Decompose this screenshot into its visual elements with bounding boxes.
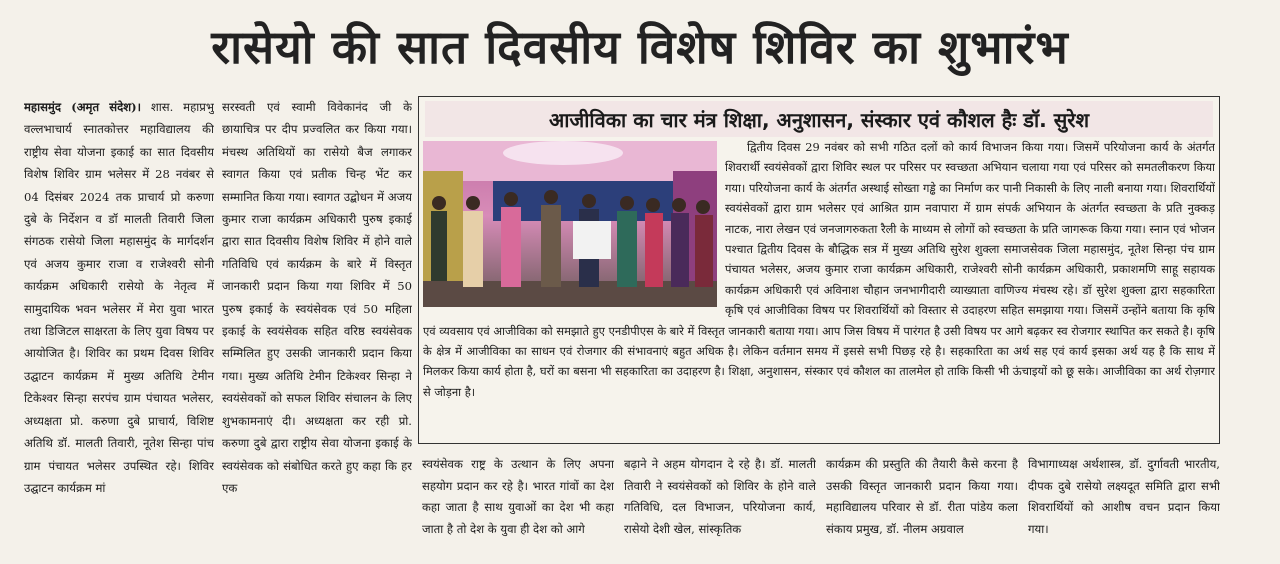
bottom-column-2 bbox=[624, 454, 816, 558]
bottom-column-4-text: विभागाध्यक्ष अर्थशास्त्र, डॉ. दुर्गावती भारतीय, दीपक दुबे रासेयो लक्ष्यदूत समिति द्वारा सभी शिवरार्थियों को आशीष वचन प्रदान किया गया। bbox=[1028, 457, 1220, 536]
headline: रासेयो की सात दिवसीय विशेष शिविर का शुभारंभ bbox=[211, 20, 1069, 74]
column-2-text: सरस्वती एवं स्वामी विवेकानंद जी के छायाचित्र पर दीप प्रज्वलित कर किया गया। मंचस्थ अतिथियों का रासेयो बैज लगाकर स्वागत किया एवं प्रतीक चिन्ह भेंट कर सम्मानित किया गया। स्वागत उद्बोधन में अजय कुमार राजा कार्यक्रम अधिकारी पुरुष इकाई द्वारा सात दिवसीय विशेष शिविर में होने वाले गतिविधि एवं कार्यक्रम के बारे में विस्तृत जानकारी प्रदान किया गया शिविर में 50 पुरुष इकाई के स्वयंसेवक एवं 50 महिला इकाई के स्वयंसेवक सहित वरिष्ठ स्वयंसेवक सम्मिलित हुए उसकी जानकारी प्रदान किया गया। मुख्य अतिथि टेमीन टिकेश्वर सिन्हा ने स्वयंसेवकों को सफल शिविर संचालन के लिए शुभकामनाएं दी। अध्यक्षता कर रही प्रो. करुणा दुबे द्वारा राष्ट्रीय सेवा योजना इकाई के स्वयंसेवक को संबोधित करते हुए कहा कि हर एक bbox=[222, 100, 412, 495]
column-1-text: शास. महाप्रभु वल्लभाचार्य स्नातकोत्तर महाविद्यालय की राष्ट्रीय सेवा योजना इकाई का सात दिवसीय विशेष शिविर ग्राम भलेसर में 28 नवंबर से 04 दिसंबर 2024 तक प्राचार्य प्रो करुणा दुबे के निर्देशन व डॉ मालती तिवारी जिला संगठक रासेयो जिला महासमुंद के मार्गदर्शन एवं अजय कुमार राजा व राजेश्वरी सोनी कार्यक्रम अधिकारी रासेयो के नेतृत्व में सामुदायिक भवन भलेसर में मेरा युवा भारत तथा डिजिटल साक्षरता के लिए युवा विषय पर आयोजित है। शिविर का प्रथम दिवस शिविर उद्घाटन कार्यक्रम में मुख्य अतिथि टेमीन टिकेश्वर सिन्हा सरपंच ग्राम पंचायत भलेसर, अध्यक्षता प्रो. करुणा दुबे प्राचार्य, विशिष्ट अतिथि डॉ. मालती तिवारी, नूतेश सिन्हा पांच ग्राम पंचायत भलेसर उपस्थित रहे। शिविर उद्घाटन कार्यक्रम मां bbox=[24, 100, 214, 495]
sub-article-title: आजीविका का चार मंत्र शिक्षा, अनुशासन, संस्कार एवं कौशल हैः डॉ. सुरेश bbox=[425, 101, 1213, 137]
bottom-column-2-text: बढ़ाने ने अहम योगदान दे रहे है। डॉ. मालती तिवारी ने स्वयंसेवकों को शिविर के होने वाले गतिविधि, दल विभाजन, परियोजना कार्य, रासेयो देशी खेल, सांस्कृतिक bbox=[624, 457, 816, 536]
sub-article-body bbox=[423, 137, 1215, 441]
bottom-column-4 bbox=[1028, 454, 1220, 558]
bottom-column-1-text: स्वयंसेवक राष्ट्र के उत्थान के लिए अपना सहयोग प्रदान कर रहे है। भारत गांवों का देश कहा जाता है साथ युवाओं का देश भी कहा जाता है तो देश के युवा ही देश को आगे bbox=[422, 457, 614, 536]
article-column-2 bbox=[222, 96, 412, 558]
boxed-sub-article bbox=[418, 96, 1220, 444]
sub-article-text: द्वितीय दिवस 29 नवंबर को सभी गठित दलों को कार्य विभाजन किया गया। जिसमें परियोजना कार्य के अंतर्गत शिवरार्थी स्वयंसेवकों द्वारा शिविर स्थल पर परिसर पर स्वच्छता अभियान चलाया गया एवं परिसर को समतलीकरण किया गया। परियोजना कार्य के अंतर्गत अस्थाई सोख्ता गड्ढे का निर्माण कर पानी निकासी के लिए नाली बनाया गया। शिवरार्थियों स्वयंसेवकों द्वारा ग्राम भलेसर एवं आश्रित ग्राम नवापारा में ग्राम संपर्क अभियान के अंतर्गत स्वच्छता के प्रति नुक्कड़ नाटक, नारा लेखन एवं जनजागरुकता रैली के माध्यम से लोगों को स्वच्छता के प्रति जागरूक किया गया। स्नान एवं भोजन पश्चात द्वितीय दिवस के बौद्धिक सत्र में मुख्य अतिथि सुरेश शुक्ला समाजसेवक जिला महासमुंद, नूतेश सिन्हा पंच ग्राम पंचायत भलेसर, अजय कुमार राजा कार्यक्रम अधिकारी, राजेश्वरी सोनी कार्यक्रम अधिकारी, प्रकाशमणि साहू सहायक कार्यक्रम अधिकारी एवं अविनाश चौहान जनभागीदारी व्याख्याता वाणिज्य मंचस्थ रहे। डॉ सुरेश शुक्ला द्वारा सहकारिता कृषि एवं आजीविका विषय पर शिवरार्थियों को विस्तार से उदाहरण सहित समझाया गया। जिसमें उन्होंने बताया कि कृषि एवं व्यवसाय एवं आजीविका को समझाते हुए एनडीपीएस के बारे में विस्तृत जानकारी बताया गया। आप जिस विषय में पारंगत है उसी विषय पर आगे बढ़कर स्व रोजगार स्थापित कर सकते है। कृषि के क्षेत्र में आजीविका का साधन एवं रोजगार की संभावनाएं बहुत अधिक है। लेकिन वर्तमान समय में इससे सभी पिछड़ रहे है। सहकारिता का अर्थ सह एवं कार्य इसका अर्थ यह है कि साथ में मिलकर किया कार्य होता है, घरों का बसना भी सहकारिता का उदाहरण है। शिक्षा, अनुशासन, संस्कार एवं कौशल का तालमेल हो ताकि किसी भी ऊंचाइयों को छू सके। आजीविका का अर्थ रोज़गार से जोड़ना है। bbox=[423, 140, 1215, 399]
bottom-column-3 bbox=[826, 454, 1018, 558]
dateline: महासमुंद (अमृत संदेश)। bbox=[24, 100, 142, 114]
article-column-1 bbox=[24, 96, 214, 558]
bottom-column-1 bbox=[422, 454, 614, 558]
bottom-column-3-text: कार्यक्रम की प्रस्तुति की तैयारी कैसे करना है उसकी विस्तृत जानकारी प्रदान किया गया। महाविद्यालय परिवार से डॉ. रीता पांडेय कला संकाय प्रमुख, डॉ. नीलम अग्रवाल bbox=[826, 457, 1018, 536]
